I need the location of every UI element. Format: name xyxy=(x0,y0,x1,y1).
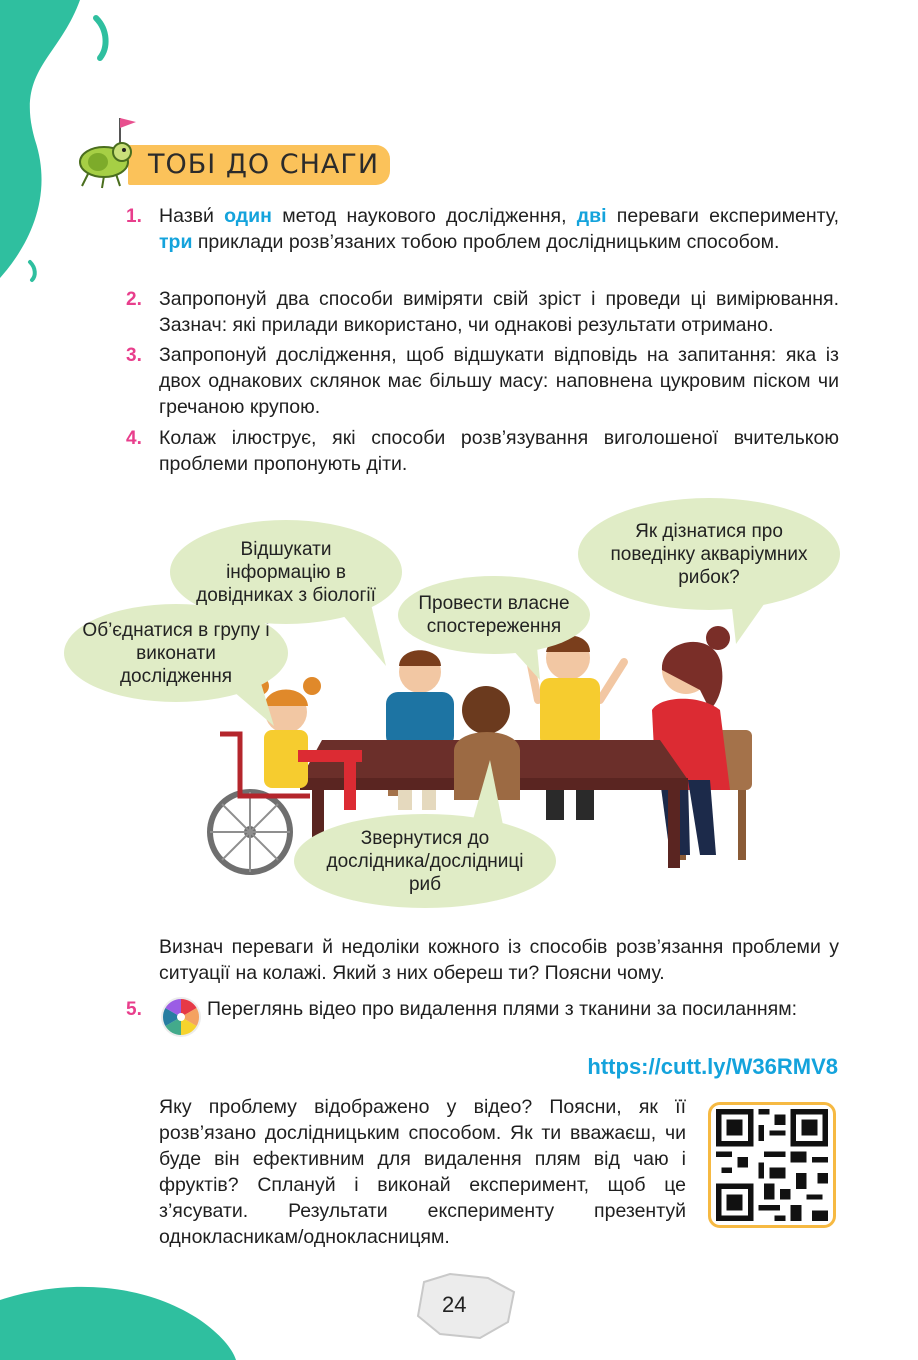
bubble-unite-group: Об’єднатися в групу і виконати дослідження xyxy=(64,604,288,702)
task-3-text: Запропонуй дослідження, щоб відшукати відповідь на запитання: яка із двох однакових склянок має більшу масу: наповнена цукровим піском чи гречаною крупою. xyxy=(159,344,839,418)
section-title: ТОБІ ДО СНАГИ xyxy=(148,149,380,180)
task-5-text: Переглянь відео про видалення плями з тканини за посиланням: xyxy=(207,998,798,1020)
task-text-part: приклади розв’язаних тобою проблем дослідницьким способом. xyxy=(192,231,780,253)
task-1-text xyxy=(159,203,839,255)
color-wheel-video-icon xyxy=(160,996,202,1038)
leaf-decoration-icon xyxy=(0,1270,240,1360)
bubble-observe: Провести власне спостереження xyxy=(398,576,590,654)
page-number: 24 xyxy=(442,1292,467,1317)
keyword-one: один xyxy=(224,205,272,227)
qr-code-pattern xyxy=(716,1109,828,1221)
task-text-part: Назви́ xyxy=(159,205,225,227)
task-number: 3. xyxy=(126,345,142,366)
task-2-text: Запропонуй два способи виміряти свій зріст і проведи ці вимірювання. Зазнач: які прилади використано, чи однакові результати отримано. xyxy=(159,288,839,336)
qr-code-icon[interactable] xyxy=(708,1102,836,1228)
video-link[interactable]: https://cutt.ly/W36RMV8 xyxy=(587,1054,838,1079)
task-4-followup: Визнач переваги й недоліки кожного із способів розв’язання проблеми у ситуації на колажі. Який з них обереш ти? Поясни чому. xyxy=(159,936,839,984)
task-5-questions: Яку проблему відображено у відео? Поясни, як її розв’язано дослідницьким способом. Як ти вважаєш, чи буде він ефективним для видалення плям від чаю і фруктів? Сплануй і виконай експеримент, щоб це з’ясувати. Результати експерименту презентуй однокласникам/однокласницям. xyxy=(159,1096,686,1248)
task-number: 5. xyxy=(126,999,142,1020)
task-number: 4. xyxy=(126,428,142,449)
bubble-ask-researcher: Звернутися до дослідника/дослідниці риб xyxy=(294,814,556,908)
keyword-two: дві xyxy=(576,205,607,227)
bubble-find-info: Відшукати інформацію в довідниках з біології xyxy=(170,520,402,624)
bug-mascot-icon xyxy=(74,112,146,190)
task-number: 2. xyxy=(126,289,142,310)
task-text-part: метод наукового дослідження, xyxy=(271,205,577,227)
bubble-fish-behavior: Як дізнатися про поведінку акваріумних рибок? xyxy=(578,498,840,610)
task-number: 1. xyxy=(126,206,142,227)
task-4-text: Колаж ілюструє, які способи розв’язування виголошеної вчителькою проблеми пропонують діти. xyxy=(159,427,839,475)
task-text-part: переваги експерименту, xyxy=(606,205,839,227)
keyword-three: три xyxy=(159,231,193,253)
